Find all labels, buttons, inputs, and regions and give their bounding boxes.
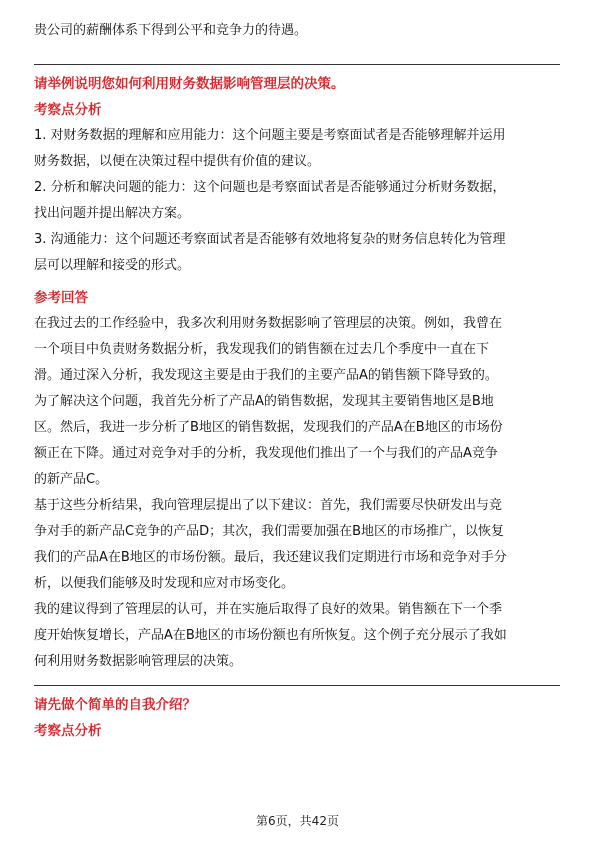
analysis-line: 3. 沟通能力：这个问题还考察面试者是否能够有效地将复杂的财务信息转化为管理 xyxy=(34,232,506,247)
document-page xyxy=(34,0,560,744)
answer-line: 析，以便我们能够及时发现和应对市场变化。 xyxy=(34,576,295,591)
answer-line: 区。然后，我进一步分析了B地区的销售数据，发现我们的产品A在B地区的市场份 xyxy=(34,420,503,435)
answer-line: 为了解决这个问题，我首先分析了产品A的销售数据，发现其主要销售地区是B地 xyxy=(34,394,494,409)
answer-line: 何利用财务数据影响管理层的决策。 xyxy=(34,654,243,669)
answer-line: 争对手的新产品C竞争的产品D；其次，我们需要加强在B地区的市场推广，以恢复 xyxy=(34,524,505,539)
answer-heading: 参考回答 xyxy=(34,290,88,306)
answer-line: 一个项目中负责财务数据分析，我发现我们的销售额在过去几个季度中一直在下 xyxy=(34,342,490,357)
answer-line: 我的建议得到了管理层的认可，并在实施后取得了良好的效果。销售额在下一个季 xyxy=(34,602,503,617)
analysis-line: 2. 分析和解决问题的能力：这个问题也是考察面试者是否能够通过分析财务数据， xyxy=(34,180,506,195)
answer-line: 度开始恢复增长，产品A在B地区的市场份额也有所恢复。这个例子充分展示了我如 xyxy=(34,628,507,643)
answer-line: 滑。通过深入分析，我发现这主要是由于我们的主要产品A的销售额下降导致的。 xyxy=(34,368,498,383)
section-divider xyxy=(34,685,560,686)
analysis-line: 层可以理解和接受的形式。 xyxy=(34,258,191,273)
analysis-body xyxy=(34,123,560,279)
answer-line: 额正在下降。通过对竞争对手的分析，我发现他们推出了一个与我们的产品A竞争 xyxy=(34,446,498,461)
answer-line: 基于这些分析结果，我向管理层提出了以下建议：首先，我们需要尽快研发出与竞 xyxy=(34,498,503,513)
section-divider xyxy=(34,64,560,65)
analysis-heading: 考察点分析 xyxy=(34,723,102,739)
answer-line: 我们的产品A在B地区的市场份额。最后，我还建议我们定期进行市场和竞争对手分 xyxy=(34,550,507,565)
intro-text: 贵公司的薪酬体系下得到公平和竞争力的待遇。 xyxy=(34,23,308,38)
answer-body xyxy=(34,311,560,675)
answer-line: 的新产品C。 xyxy=(34,472,109,487)
question-title: 请举例说明您如何利用财务数据影响管理层的决策。 xyxy=(34,76,345,92)
analysis-line: 1. 对财务数据的理解和应用能力：这个问题主要是考察面试者是否能够理解并运用 xyxy=(34,128,506,143)
answer-line: 在我过去的工作经验中，我多次利用财务数据影响了管理层的决策。例如，我曾在 xyxy=(34,316,503,331)
analysis-heading: 考察点分析 xyxy=(34,102,102,118)
analysis-line: 财务数据，以便在决策过程中提供有价值的建议。 xyxy=(34,154,321,169)
question-title: 请先做个简单的自我介绍？ xyxy=(34,697,196,713)
page-number: 第6页，共42页 xyxy=(256,814,339,828)
analysis-line: 找出问题并提出解决方案。 xyxy=(34,206,191,221)
